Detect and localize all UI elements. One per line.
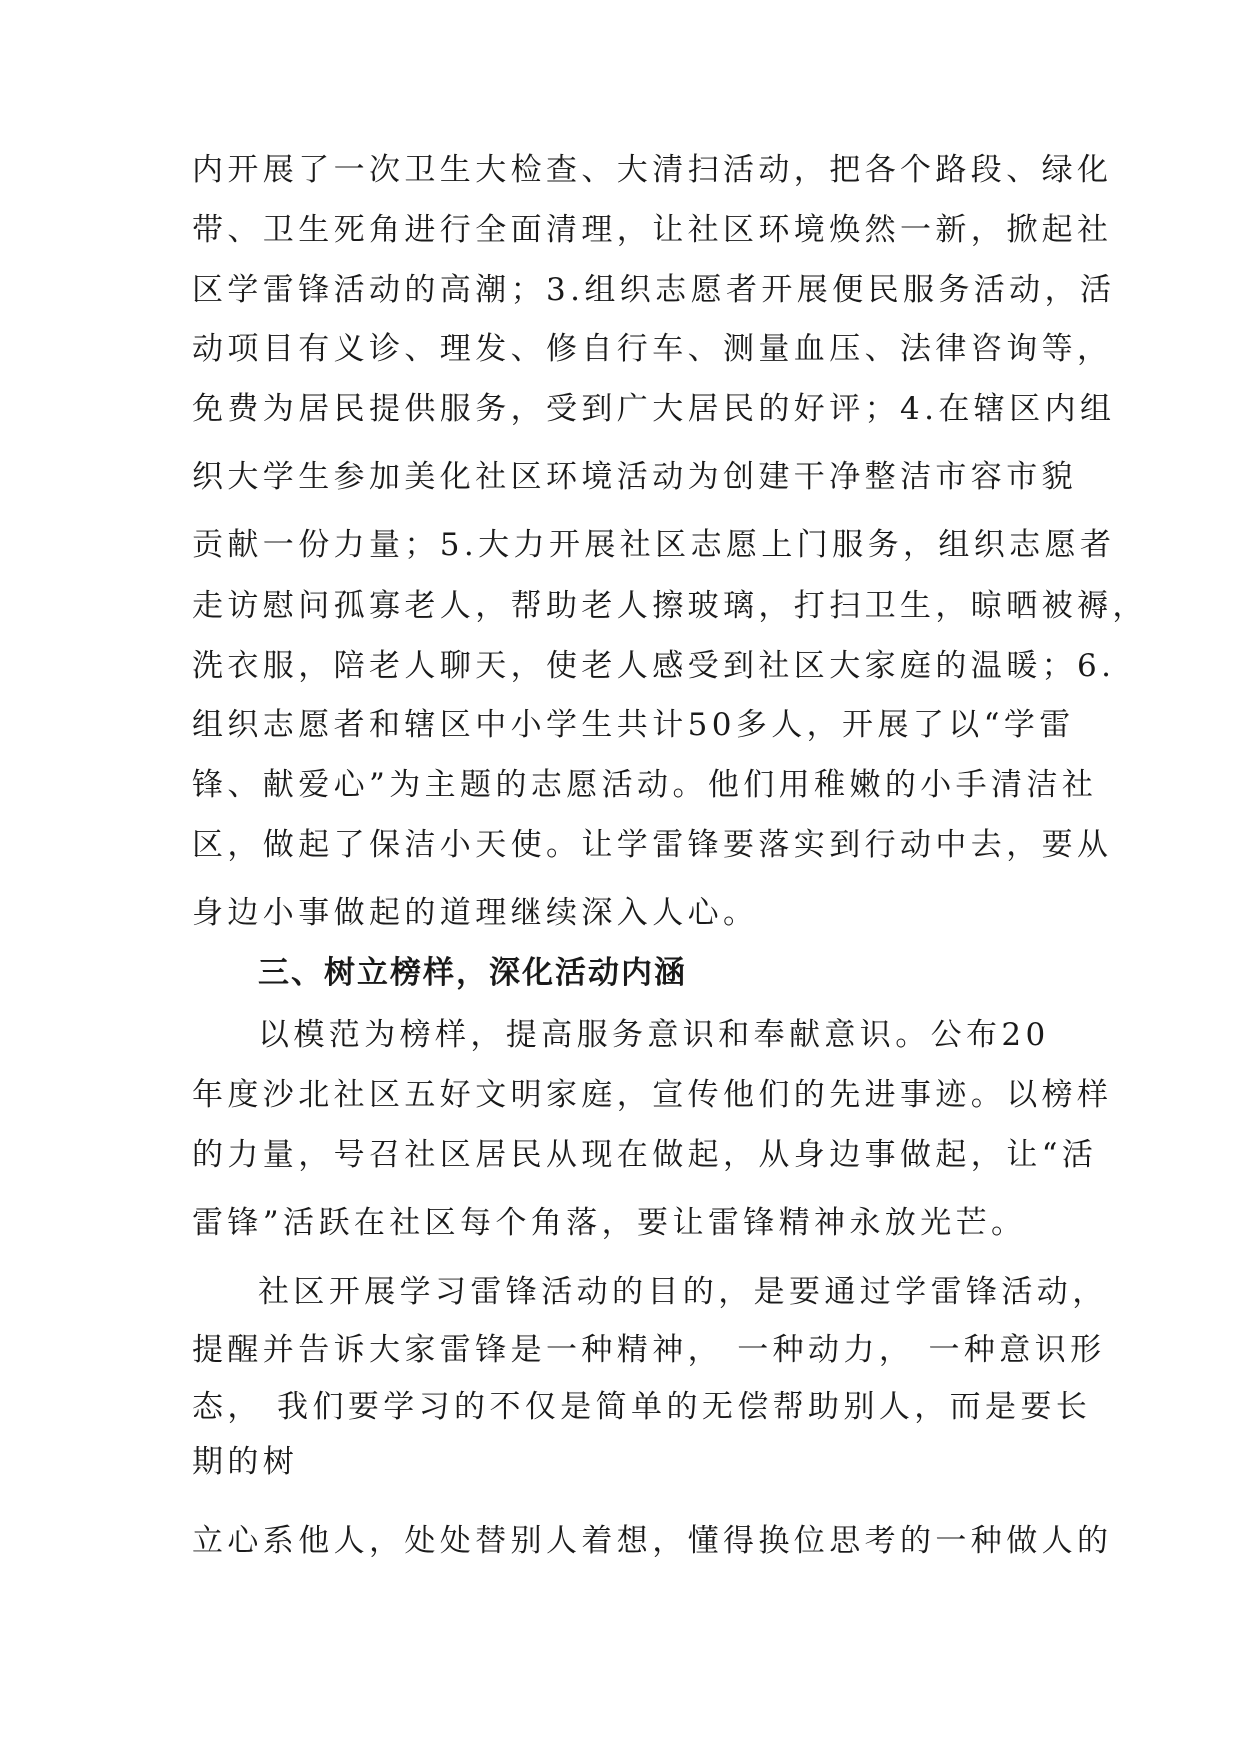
body-line: 免费为居民提供服务，受到广大居民的好评；4.在辖区内组 — [192, 391, 1116, 427]
body-line: 内开展了一次卫生大检查、大清扫活动，把各个路段、绿化 — [192, 152, 1113, 188]
body-line: 的力量，号召社区居民从现在做起，从身边事做起，让“活 — [192, 1137, 1098, 1173]
body-line: 态， 我们要学习的不仅是简单的无偿帮助别人，而是要长 — [192, 1389, 1092, 1425]
body-line: 立心系他人，处处替别人着想，懂得换位思考的一种做人的 — [192, 1523, 1113, 1559]
body-line: 锋、献爱心”为主题的志愿活动。他们用稚嫩的小手清洁社 — [192, 767, 1098, 803]
body-line: 走访慰问孤寡老人，帮助老人擦玻璃，打扫卫生，晾晒被褥， — [192, 588, 1148, 624]
body-line: 洗衣服，陪老人聊天，使老人感受到社区大家庭的温暖；6. — [192, 648, 1116, 684]
body-line: 雷锋”活跃在社区每个角落，要让雷锋精神永放光芒。 — [192, 1205, 1027, 1241]
paragraph-first-line: 以模范为榜样，提高服务意识和奉献意识。公布20 — [258, 1017, 1050, 1053]
body-line: 织大学生参加美化社区环境活动为创建干净整洁市容市貌 — [192, 459, 1077, 495]
body-line: 区，做起了保洁小天使。让学雷锋要落实到行动中去，要从 — [192, 827, 1113, 863]
body-line: 区学雷锋活动的高潮；3.组织志愿者开展便民服务活动，活 — [192, 272, 1116, 308]
paragraph-first-line: 社区开展学习雷锋活动的目的，是要通过学雷锋活动， — [258, 1274, 1108, 1310]
body-line: 提醒并告诉大家雷锋是一种精神， 一种动力， 一种意识形 — [192, 1332, 1106, 1368]
body-line: 贡献一份力量；5.大力开展社区志愿上门服务，组织志愿者 — [192, 527, 1116, 563]
body-line: 组织志愿者和辖区中小学生共计50多人，开展了以“学雷 — [192, 707, 1075, 743]
body-line: 动项目有义诊、理发、修自行车、测量血压、法律咨询等， — [192, 331, 1113, 367]
body-line: 带、卫生死角进行全面清理，让社区环境焕然一新，掀起社 — [192, 212, 1113, 248]
body-line: 身边小事做起的道理继续深入人心。 — [192, 895, 759, 931]
body-line: 期的树 — [192, 1444, 299, 1480]
body-line: 年度沙北社区五好文明家庭，宣传他们的先进事迹。以榜样 — [192, 1077, 1113, 1113]
section-heading: 三、树立榜样，深化活动内涵 — [258, 955, 687, 991]
